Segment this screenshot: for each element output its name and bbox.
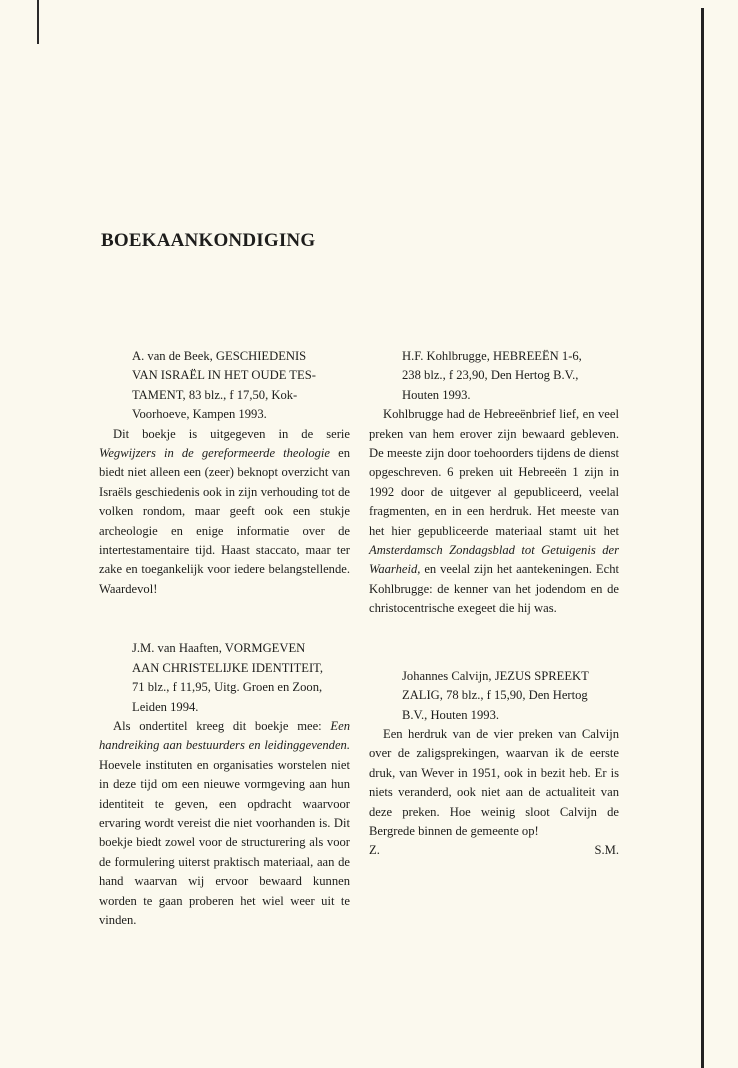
citation-line: A. van de Beek, GESCHIEDENIS — [132, 349, 307, 363]
review-paragraph — [369, 725, 619, 841]
citation-line: Houten 1993. — [402, 387, 471, 402]
citation — [369, 667, 619, 725]
signature-left: Z. — [369, 843, 380, 858]
text: Een herdruk van de vier preken van Calvijn over de zaligsprekingen, waarvan ik de eerste druk, van Wever in 1951, ook in bezit heb. Er is niets veranderd, ook niet aan de actualiteit van deze preken. Hoe weinig sloot Calvijn de Bergrede binnen de gemeente op! — [369, 726, 619, 838]
review-kohlbrugge — [369, 347, 619, 619]
citation — [369, 347, 619, 405]
review-body — [99, 425, 350, 600]
citation-line: VAN ISRAËL IN HET OUDE TES- — [132, 368, 316, 383]
citation-line: B.V., Houten 1993. — [402, 707, 500, 722]
series-title: Wegwijzers in de gereformeerde theologie — [99, 446, 331, 461]
citation-line: ZALIG, 78 blz., f 15,90, Den Hertog — [402, 688, 588, 703]
text: Als ondertitel kreeg dit boekje mee: — [113, 718, 331, 733]
review-paragraph — [99, 425, 350, 600]
review-body — [99, 717, 350, 930]
text: Hoevele instituten en organisaties worstelen niet in deze tijd om een nieuwe vormgeving aan hun identiteit te geven, een opdracht waarvoor ervaring wordt vereist die niet voorhanden is. Dit boekje biedt zowel voor de structurering als voor de formulering uiterst praktisch materiaal, aan de hand waarvan wij ervoor bewaard kunnen worden te gaan proberen het wiel weer uit te vinden. — [99, 757, 350, 927]
citation-line: TAMENT, 83 blz., f 17,50, Kok- — [132, 387, 298, 402]
scan-edge-left — [37, 0, 39, 44]
subtitle: Een handreiking aan bestuurders en leidinggevenden. — [99, 718, 350, 753]
text: en veelal zijn het aantekeningen. Echt Kohlbrugge: de kenner van het jodendom en de christocentrische exegeet die hij was. — [369, 562, 619, 616]
text: Dit boekje is uitgegeven in de serie — [113, 426, 350, 441]
citation-line: 238 blz., f 23,90, Den Hertog B.V., — [402, 368, 579, 383]
citation — [99, 639, 350, 717]
scan-edge-right — [701, 8, 704, 1068]
review-calvijn — [369, 667, 619, 861]
citation-line: J.M. van Haaften, VORMGEVEN — [132, 641, 306, 656]
citation-line: H.F. Kohlbrugge, HEBREEËN 1-6, — [402, 349, 582, 363]
review-beek — [99, 347, 350, 599]
citation-line: 71 blz., f 11,95, Uitg. Groen en Zoon, — [132, 680, 323, 695]
text: Kohlbrugge had de Hebreeënbrief lief, en veel preken van hem erover zijn bewaard gebleven. De meeste zijn door toehoorders tijdens de dienst opgeschreven. 6 preken uit Hebreeën 1 zijn in 1992 door de uitgever al gepubliceerd, veelal fragmenten, en in een herdruk. Het meeste van het hier gepubliceerde materiaal stamt uit het — [369, 407, 619, 538]
review-haaften — [99, 639, 350, 930]
citation-line: Voorhoeve, Kampen 1993. — [132, 407, 267, 422]
citation — [99, 347, 350, 425]
citation-line: Leiden 1994. — [132, 699, 199, 714]
signature-right: S.M. — [594, 843, 619, 858]
citation-line: AAN CHRISTELIJKE IDENTITEIT, — [132, 660, 324, 675]
review-paragraph — [99, 717, 350, 930]
citation-line: Johannes Calvijn, JEZUS SPREEKT — [402, 668, 589, 683]
periodical-title: Amsterdamsch Zondagsblad tot Getuigenis der Waarheid, — [369, 543, 619, 577]
column-left — [99, 347, 350, 930]
column-right — [369, 347, 619, 861]
signature-line — [369, 841, 619, 860]
review-body — [369, 405, 619, 618]
review-paragraph — [369, 405, 619, 618]
text: en biedt niet alleen een (zeer) beknopt overzicht van Israëls geschiedenis ook in zijn verhouding tot de volken rondom, maar geeft ook een stukje archeologie en enige informatie over de intertestamentaire tijd. Haast staccato, maar ter zake en toegankelijk voor iedere belangstellende. Waardevol! — [99, 446, 350, 596]
review-body — [369, 725, 619, 841]
page-title: BOEKAANKONDIGING — [101, 230, 316, 251]
